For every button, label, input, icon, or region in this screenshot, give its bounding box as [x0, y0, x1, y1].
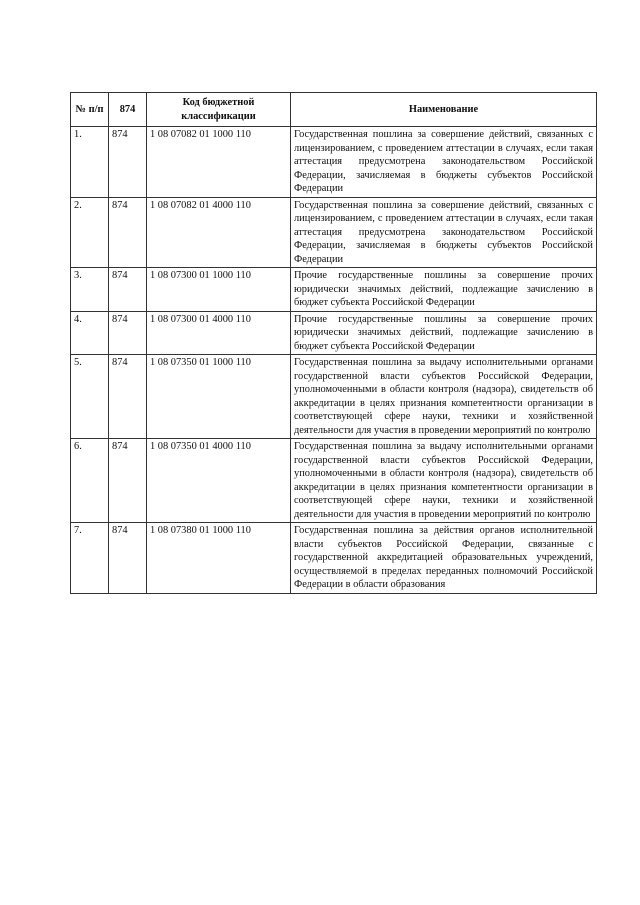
- row-name: Государственная пошлина за совершение действий, связанных с лицензированием, с проведением аттестации в случаях, если такая аттестация предусмотрена законодательством Российской Федерации, зачисляемая в бюджеты субъектов Российской Федерации: [291, 127, 597, 198]
- row-admin-code: 874: [109, 268, 147, 312]
- row-name: Государственная пошлина за выдачу исполнительными органами государственной власти субъектов Российской Федерации, уполномоченными в области контроля (надзора), свидетельств об аккредитации в целях признания компетентности организации в соответствующей сфере науки, техники и хозяйственной деятельности для участия в проведении мероприятий по контролю: [291, 439, 597, 523]
- row-number: 5.: [71, 355, 109, 439]
- header-admin-code: 874: [109, 93, 147, 127]
- row-name: Прочие государственные пошлины за совершение прочих юридически значимых действий, подлежащие зачислению в бюджет субъекта Российской Федерации: [291, 311, 597, 355]
- row-budget-code: 1 08 07082 01 1000 110: [147, 127, 291, 198]
- row-admin-code: 874: [109, 439, 147, 523]
- row-number: 6.: [71, 439, 109, 523]
- table-row: [71, 439, 597, 523]
- row-name: Государственная пошлина за выдачу исполнительными органами государственной власти субъектов Российской Федерации, уполномоченными в области контроля (надзора), свидетельств об аккредитации в целях признания компетентности организации в соответствующей сфере науки, техники и хозяйственной деятельности для участия в проведении мероприятий по контролю: [291, 355, 597, 439]
- table-row: [71, 127, 597, 198]
- row-admin-code: 874: [109, 311, 147, 355]
- row-name: Государственная пошлина за действия органов исполнительной власти субъектов Российской Федерации, связанные с государственной аккредитацией образовательных учреждений, осуществляемой в пределах переданных полномочий Российской Федерации в области образования: [291, 523, 597, 594]
- row-name: Прочие государственные пошлины за совершение прочих юридически значимых действий, подлежащие зачислению в бюджет субъекта Российской Федерации: [291, 268, 597, 312]
- row-number: 7.: [71, 523, 109, 594]
- table-row: [71, 197, 597, 268]
- row-budget-code: 1 08 07380 01 1000 110: [147, 523, 291, 594]
- row-admin-code: 874: [109, 197, 147, 268]
- row-budget-code: 1 08 07082 01 4000 110: [147, 197, 291, 268]
- row-budget-code: 1 08 07350 01 4000 110: [147, 439, 291, 523]
- row-admin-code: 874: [109, 355, 147, 439]
- row-budget-code: 1 08 07300 01 4000 110: [147, 311, 291, 355]
- row-number: 2.: [71, 197, 109, 268]
- row-budget-code: 1 08 07300 01 1000 110: [147, 268, 291, 312]
- header-number: № п/п: [71, 93, 109, 127]
- table-row: [71, 523, 597, 594]
- row-number: 4.: [71, 311, 109, 355]
- table-row: [71, 355, 597, 439]
- header-name: Наименование: [291, 93, 597, 127]
- row-name: Государственная пошлина за совершение действий, связанных с лицензированием, с проведением аттестации в случаях, если такая аттестация предусмотрена законодательством Российской Федерации, зачисляемая в бюджеты субъектов Российской Федерации: [291, 197, 597, 268]
- row-admin-code: 874: [109, 523, 147, 594]
- row-number: 3.: [71, 268, 109, 312]
- table-row: [71, 268, 597, 312]
- row-budget-code: 1 08 07350 01 1000 110: [147, 355, 291, 439]
- table-row: [71, 311, 597, 355]
- row-number: 1.: [71, 127, 109, 198]
- row-admin-code: 874: [109, 127, 147, 198]
- header-budget-code: Код бюджетной классификации: [147, 93, 291, 127]
- table-header-row: [71, 93, 597, 127]
- budget-classification-table: [70, 92, 597, 594]
